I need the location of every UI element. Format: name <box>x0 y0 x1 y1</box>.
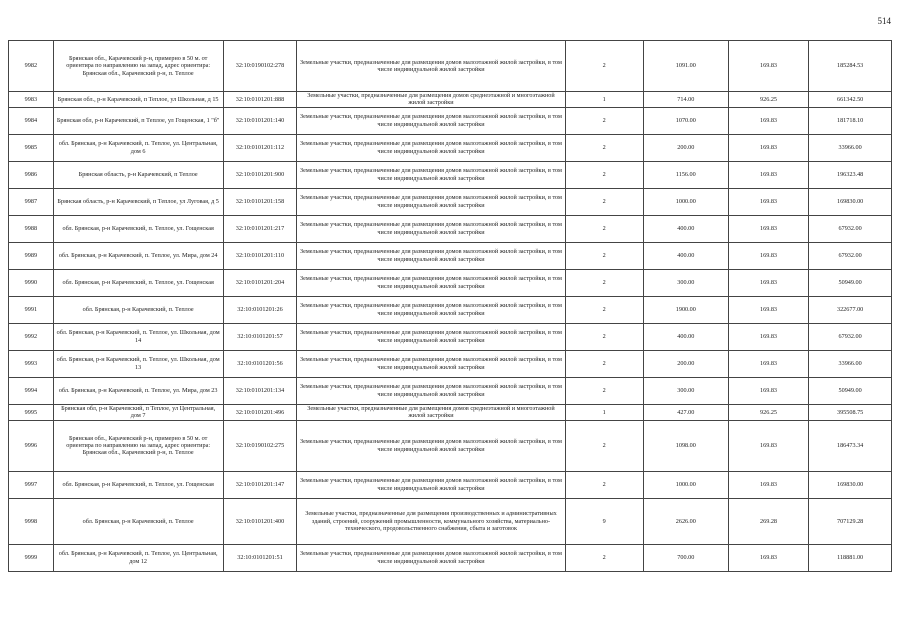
row-cost: 33966.00 <box>809 134 892 161</box>
row-cost: 118881.00 <box>809 544 892 571</box>
row-category: 2 <box>565 323 643 350</box>
row-category: 2 <box>565 41 643 92</box>
row-cadastral-number: 32:10:0101201:51 <box>223 544 297 571</box>
row-land-use: Земельные участки, предназначенные для размещения домов малоэтажной жилой застройки, в том числе индивидуальной жилой застройки <box>297 188 565 215</box>
row-cost: 67932.00 <box>809 323 892 350</box>
row-number: 9992 <box>9 323 54 350</box>
row-number: 9996 <box>9 420 54 471</box>
row-cadastral-number: 32:10:0101201:147 <box>223 471 297 498</box>
row-address: Брянская обл., Карачевский р-н, примерно в 50 м. от ориентира по направлению на запад, адрес ориентира: Брянская обл., Карачевский р-н, п. Теплое <box>53 41 223 92</box>
row-cadastral-number: 32:10:0101201:888 <box>223 92 297 108</box>
row-land-use: Земельные участки, предназначенные для размещения домов малоэтажной жилой застройки, в том числе индивидуальной жилой застройки <box>297 296 565 323</box>
row-rate: 169.83 <box>728 41 808 92</box>
row-cost: 169830.00 <box>809 471 892 498</box>
row-area: 714.00 <box>643 92 728 108</box>
row-land-use: Земельные участки, предназначенные для размещения домов малоэтажной жилой застройки, в том числе индивидуальной жилой застройки <box>297 215 565 242</box>
row-area: 1000.00 <box>643 188 728 215</box>
row-rate: 169.83 <box>728 134 808 161</box>
row-rate: 926.25 <box>728 92 808 108</box>
row-address: обл. Брянская, р-н Карачевский, п. Теплое, ул. Школьная, дом 14 <box>53 323 223 350</box>
row-number: 9983 <box>9 92 54 108</box>
row-land-use: Земельные участки, предназначенные для размещения домов малоэтажной жилой застройки, в том числе индивидуальной жилой застройки <box>297 269 565 296</box>
row-rate: 169.83 <box>728 188 808 215</box>
row-land-use: Земельные участки, предназначенные для размещения домов среднеэтажной и многоэтажной жилой застройки <box>297 404 565 420</box>
registry-table <box>8 40 892 572</box>
row-cost: 186473.34 <box>809 420 892 471</box>
row-cost: 50949.00 <box>809 377 892 404</box>
table-row <box>9 134 892 161</box>
row-area: 1091.00 <box>643 41 728 92</box>
row-address: обл. Брянская, р-н Карачевский, п. Теплое, ул. Гощенская <box>53 215 223 242</box>
row-number: 9991 <box>9 296 54 323</box>
row-land-use: Земельные участки, предназначенные для размещения домов малоэтажной жилой застройки, в том числе индивидуальной жилой застройки <box>297 107 565 134</box>
table-row <box>9 269 892 296</box>
row-category: 2 <box>565 296 643 323</box>
row-number: 9987 <box>9 188 54 215</box>
table-row <box>9 498 892 544</box>
row-cost: 707129.28 <box>809 498 892 544</box>
table-row <box>9 41 892 92</box>
row-cost: 181718.10 <box>809 107 892 134</box>
row-address: Брянская обл., р-н Карачевский, п Теплое, ул Школьная, д 15 <box>53 92 223 108</box>
table-row <box>9 188 892 215</box>
row-land-use: Земельные участки, предназначенные для размещения домов малоэтажной жилой застройки, в том числе индивидуальной жилой застройки <box>297 41 565 92</box>
row-category: 2 <box>565 269 643 296</box>
row-number: 9986 <box>9 161 54 188</box>
row-rate: 169.83 <box>728 544 808 571</box>
row-cadastral-number: 32:10:0101201:112 <box>223 134 297 161</box>
row-area: 400.00 <box>643 242 728 269</box>
row-number: 9993 <box>9 350 54 377</box>
row-area: 200.00 <box>643 134 728 161</box>
row-rate: 926.25 <box>728 404 808 420</box>
row-rate: 169.83 <box>728 471 808 498</box>
table-row <box>9 544 892 571</box>
row-number: 9985 <box>9 134 54 161</box>
row-category: 2 <box>565 420 643 471</box>
row-address: обл. Брянская, р-н Карачевский, п. Теплое <box>53 498 223 544</box>
row-number: 9994 <box>9 377 54 404</box>
row-land-use: Земельные участки, предназначенные для размещения домов малоэтажной жилой застройки, в том числе индивидуальной жилой застройки <box>297 161 565 188</box>
row-land-use: Земельные участки, предназначенные для размещения домов малоэтажной жилой застройки, в том числе индивидуальной жилой застройки <box>297 350 565 377</box>
row-land-use: Земельные участки, предназначенные для размещения домов малоэтажной жилой застройки, в том числе индивидуальной жилой застройки <box>297 420 565 471</box>
row-land-use: Земельные участки, предназначенные для размещения домов малоэтажной жилой застройки, в том числе индивидуальной жилой застройки <box>297 471 565 498</box>
row-cadastral-number: 32:10:0101201:110 <box>223 242 297 269</box>
row-number: 9998 <box>9 498 54 544</box>
row-cadastral-number: 32:10:0101201:134 <box>223 377 297 404</box>
row-number: 9995 <box>9 404 54 420</box>
row-area: 1900.00 <box>643 296 728 323</box>
row-cost: 196323.48 <box>809 161 892 188</box>
row-cost: 67932.00 <box>809 242 892 269</box>
page-number: 514 <box>877 16 891 26</box>
row-cost: 395508.75 <box>809 404 892 420</box>
row-area: 2626.00 <box>643 498 728 544</box>
row-category: 2 <box>565 215 643 242</box>
row-number: 9982 <box>9 41 54 92</box>
row-rate: 169.83 <box>728 107 808 134</box>
row-address: обл. Брянская, р-н Карачевский, п. Теплое, ул. Центральная, дом 12 <box>53 544 223 571</box>
row-number: 9988 <box>9 215 54 242</box>
row-category: 2 <box>565 350 643 377</box>
row-area: 700.00 <box>643 544 728 571</box>
row-area: 1156.00 <box>643 161 728 188</box>
row-cadastral-number: 32:10:0101201:26 <box>223 296 297 323</box>
table-row <box>9 404 892 420</box>
row-category: 1 <box>565 404 643 420</box>
row-address: обл. Брянская, р-н Карачевский, п. Теплое <box>53 296 223 323</box>
table-row <box>9 350 892 377</box>
table-row <box>9 161 892 188</box>
row-category: 2 <box>565 471 643 498</box>
row-area: 200.00 <box>643 350 728 377</box>
row-category: 2 <box>565 188 643 215</box>
row-number: 9999 <box>9 544 54 571</box>
row-land-use: Земельные участки, предназначенные для размещения домов среднеэтажной и многоэтажной жилой застройки <box>297 92 565 108</box>
row-land-use: Земельные участки, предназначенные для размещения домов малоэтажной жилой застройки, в том числе индивидуальной жилой застройки <box>297 544 565 571</box>
row-rate: 169.83 <box>728 323 808 350</box>
row-number: 9990 <box>9 269 54 296</box>
row-cadastral-number: 32:10:0101201:496 <box>223 404 297 420</box>
row-rate: 169.83 <box>728 377 808 404</box>
table-row <box>9 323 892 350</box>
row-cost: 67932.00 <box>809 215 892 242</box>
table-row <box>9 471 892 498</box>
row-land-use: Земельные участки, предназначенные для размещения производственных и административных зданий, строений, сооружений промышленности, коммунального хозяйства, материально-технического, продовольственного снабжения, сбыта и заготовок <box>297 498 565 544</box>
row-cadastral-number: 32:10:0101201:217 <box>223 215 297 242</box>
row-cadastral-number: 32:10:0190102:275 <box>223 420 297 471</box>
row-address: обл. Брянская, р-н Карачевский, п. Теплое, ул. Мира, дом 23 <box>53 377 223 404</box>
row-address: Брянская область, р-н Карачевский, п Теплое <box>53 161 223 188</box>
row-rate: 269.28 <box>728 498 808 544</box>
row-category: 9 <box>565 498 643 544</box>
row-cadastral-number: 32:10:0190102:278 <box>223 41 297 92</box>
row-rate: 169.83 <box>728 350 808 377</box>
row-category: 2 <box>565 107 643 134</box>
row-number: 9984 <box>9 107 54 134</box>
table-row <box>9 215 892 242</box>
row-cost: 33966.00 <box>809 350 892 377</box>
row-category: 2 <box>565 161 643 188</box>
row-rate: 169.83 <box>728 420 808 471</box>
table-row <box>9 377 892 404</box>
row-area: 300.00 <box>643 377 728 404</box>
row-rate: 169.83 <box>728 296 808 323</box>
table-row <box>9 242 892 269</box>
row-cadastral-number: 32:10:0101201:158 <box>223 188 297 215</box>
row-cost: 661342.50 <box>809 92 892 108</box>
row-cadastral-number: 32:10:0101201:57 <box>223 323 297 350</box>
row-category: 2 <box>565 242 643 269</box>
row-category: 2 <box>565 544 643 571</box>
row-cadastral-number: 32:10:0101201:56 <box>223 350 297 377</box>
row-number: 9997 <box>9 471 54 498</box>
row-cadastral-number: 32:10:0101201:204 <box>223 269 297 296</box>
table-row <box>9 420 892 471</box>
table-row <box>9 92 892 108</box>
row-category: 2 <box>565 134 643 161</box>
row-address: обл. Брянская, р-н Карачевский, п. Теплое, ул. Школьная, дом 13 <box>53 350 223 377</box>
row-area: 1070.00 <box>643 107 728 134</box>
row-category: 2 <box>565 377 643 404</box>
row-category: 1 <box>565 92 643 108</box>
row-address: Брянская обл, р-н Карачевский, п Теплое, ул Центральная, дом 7 <box>53 404 223 420</box>
row-cost: 185284.53 <box>809 41 892 92</box>
row-address: Брянская обл, р-н Карачевский, п Теплое, ул Гощенская, 1 "б" <box>53 107 223 134</box>
row-rate: 169.83 <box>728 161 808 188</box>
row-rate: 169.83 <box>728 269 808 296</box>
row-address: Брянская обл., Карачевский р-н, примерно в 50 м. от ориентира по направлению на запад, адрес ориентира: Брянская обл., Карачевский р-н, п. Теплое <box>53 420 223 471</box>
row-address: обл. Брянская, р-н Карачевский, п. Теплое, ул. Центральная, дом 6 <box>53 134 223 161</box>
row-area: 300.00 <box>643 269 728 296</box>
row-area: 400.00 <box>643 215 728 242</box>
table-row <box>9 107 892 134</box>
row-land-use: Земельные участки, предназначенные для размещения домов малоэтажной жилой застройки, в том числе индивидуальной жилой застройки <box>297 323 565 350</box>
row-address: обл. Брянская, р-н Карачевский, п. Теплое, ул. Гощенская <box>53 471 223 498</box>
table-row <box>9 296 892 323</box>
row-land-use: Земельные участки, предназначенные для размещения домов малоэтажной жилой застройки, в том числе индивидуальной жилой застройки <box>297 134 565 161</box>
row-cadastral-number: 32:10:0101201:400 <box>223 498 297 544</box>
row-number: 9989 <box>9 242 54 269</box>
row-cost: 169830.00 <box>809 188 892 215</box>
row-cost: 322677.00 <box>809 296 892 323</box>
row-address: обл. Брянская, р-н Карачевский, п. Теплое, ул. Мира, дом 24 <box>53 242 223 269</box>
row-area: 400.00 <box>643 323 728 350</box>
row-area: 1098.00 <box>643 420 728 471</box>
row-area: 1000.00 <box>643 471 728 498</box>
row-land-use: Земельные участки, предназначенные для размещения домов малоэтажной жилой застройки, в том числе индивидуальной жилой застройки <box>297 242 565 269</box>
row-cost: 50949.00 <box>809 269 892 296</box>
row-rate: 169.83 <box>728 242 808 269</box>
row-area: 427.00 <box>643 404 728 420</box>
row-address: обл. Брянская, р-н Карачевский, п. Теплое, ул. Гощенская <box>53 269 223 296</box>
row-cadastral-number: 32:10:0101201:140 <box>223 107 297 134</box>
row-cadastral-number: 32:10:0101201:900 <box>223 161 297 188</box>
row-land-use: Земельные участки, предназначенные для размещения домов малоэтажной жилой застройки, в том числе индивидуальной жилой застройки <box>297 377 565 404</box>
row-rate: 169.83 <box>728 215 808 242</box>
row-address: Брянская область, р-н Карачевский, п Теплое, ул Луговая, д 5 <box>53 188 223 215</box>
